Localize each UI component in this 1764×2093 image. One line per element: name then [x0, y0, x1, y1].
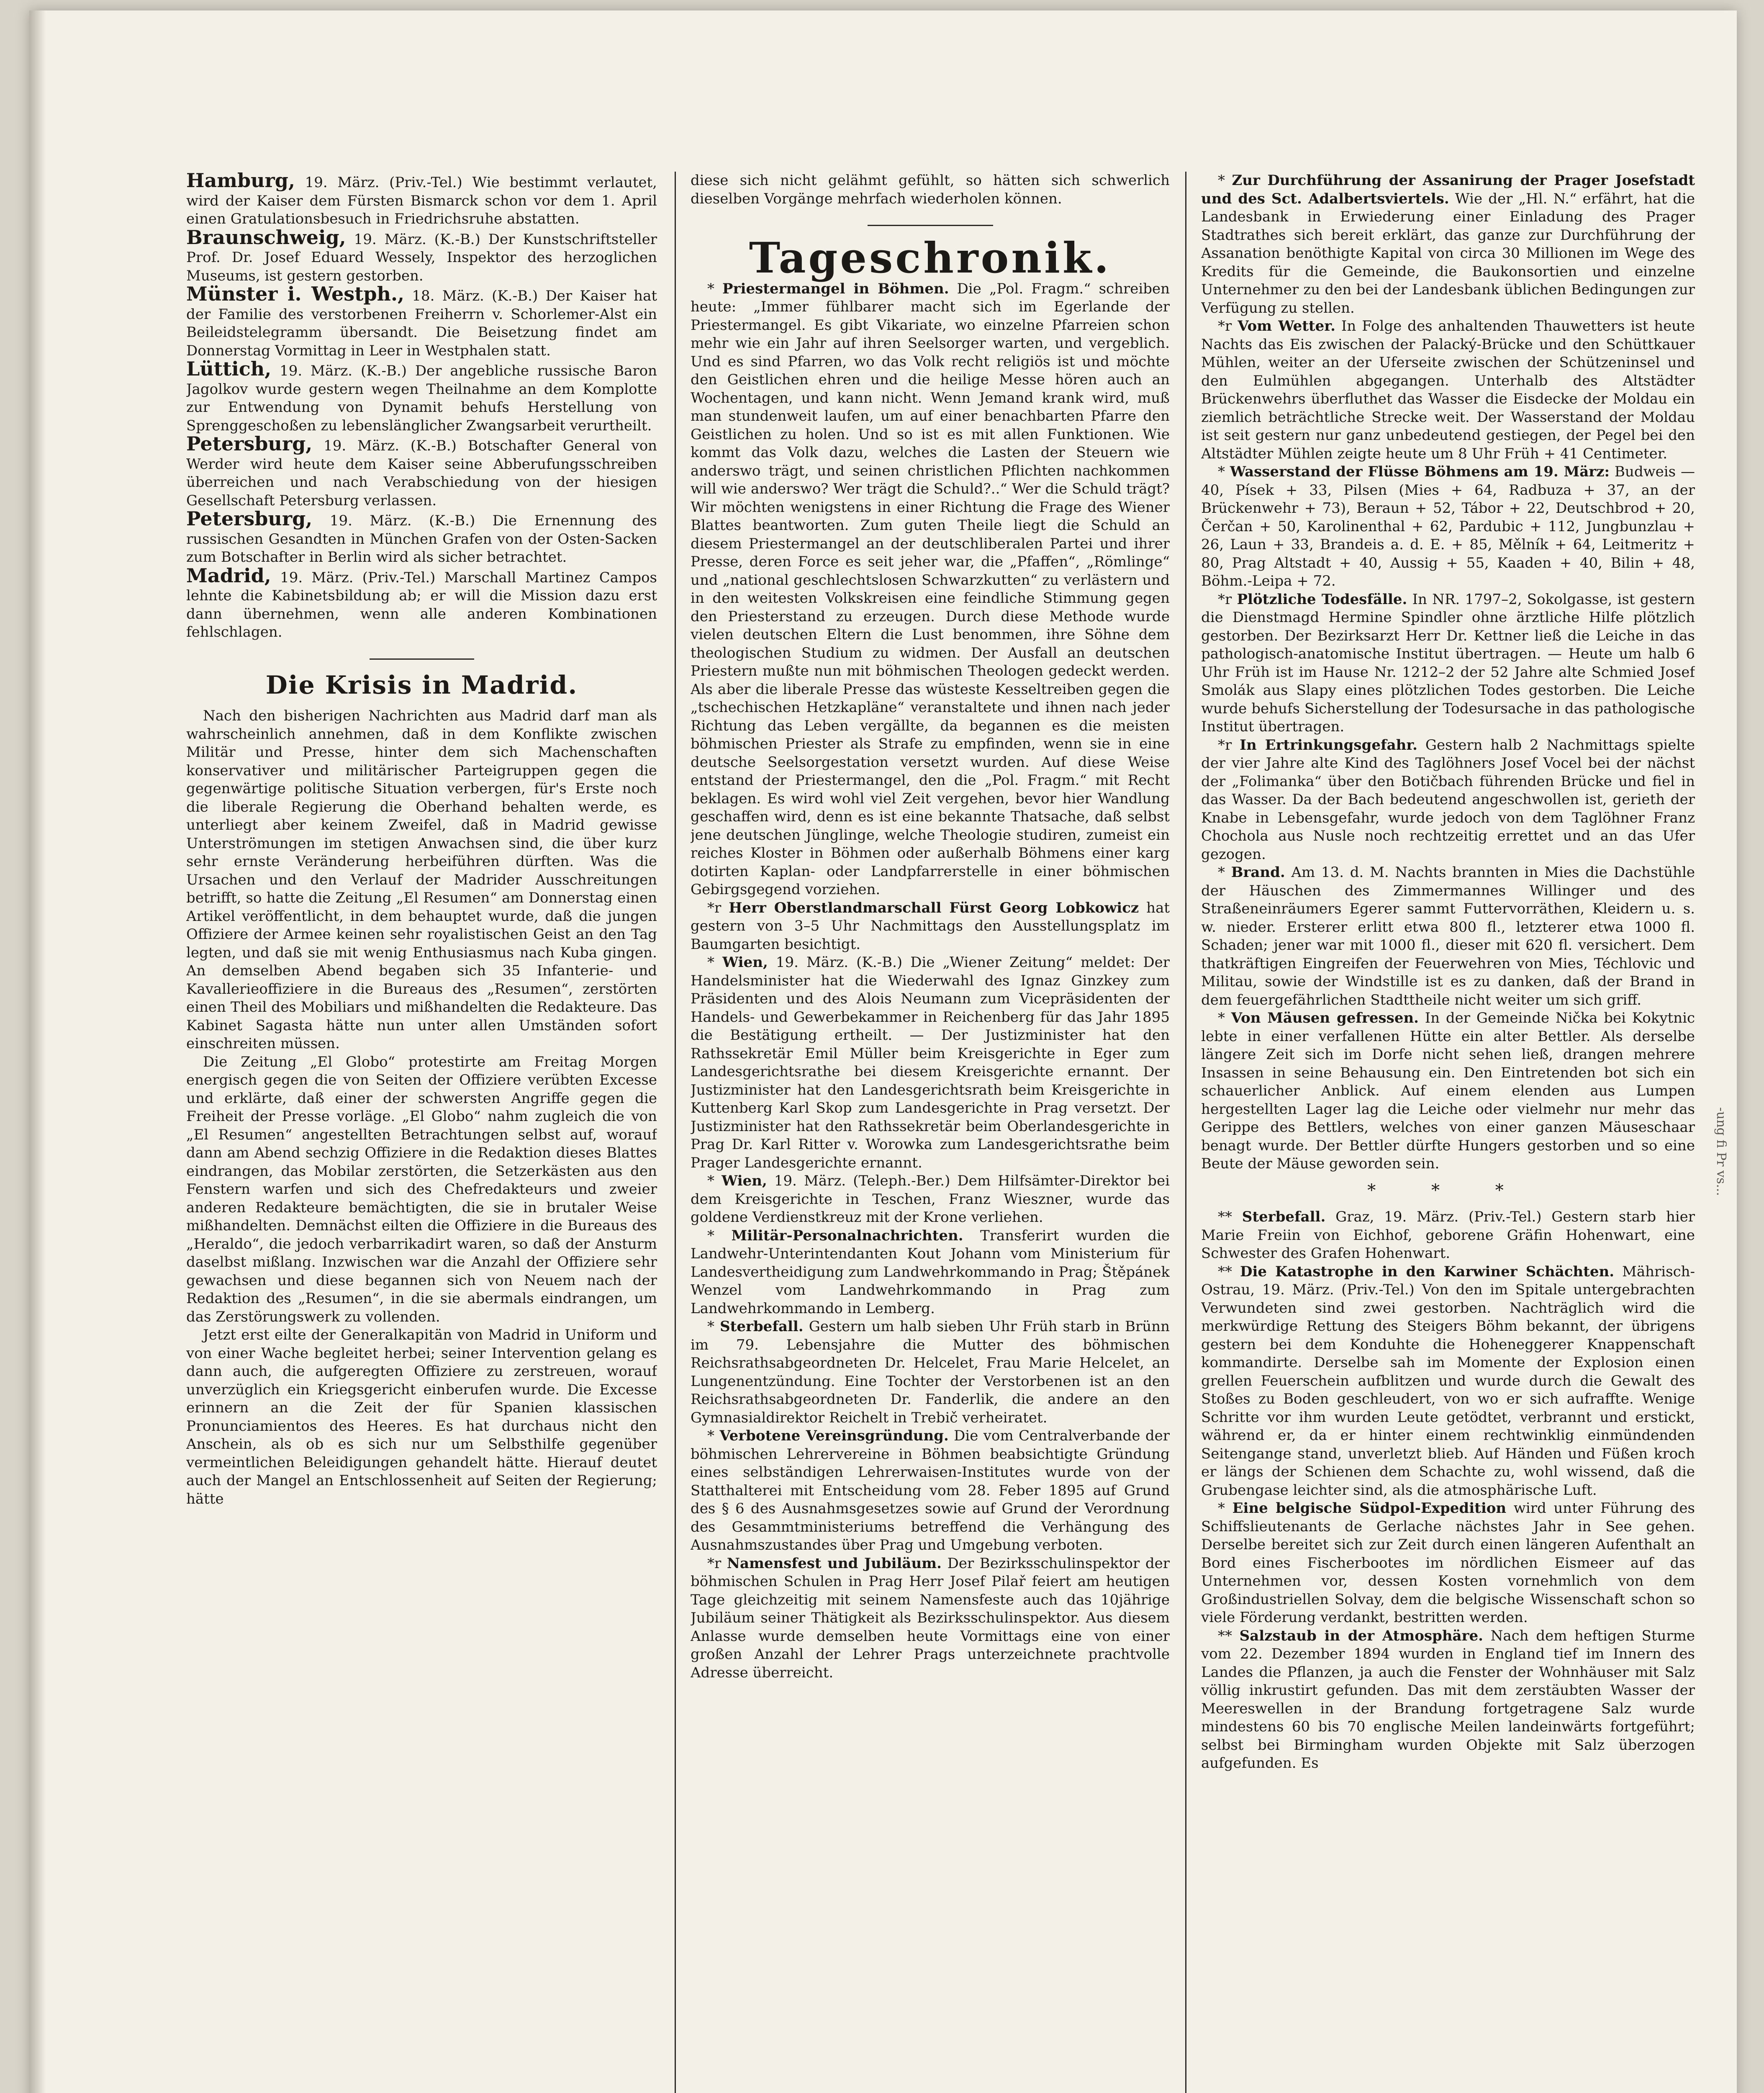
newspaper-page [29, 10, 1737, 2093]
krisis-paragraph: Nach den bisherigen Nachrichten aus Madrid darf man als wahrscheinlich annehmen, daß in dem Konflikte zwischen Militär und Presse, hinter dem sich Machenschaften konservativer und militärischer Parteigruppen gegen die gegenwärtige politische Situation verbergen, für's Erste noch die liberale Regierung die Oberhand behalten werde, es unterliegt aber keinem Zweifel, daß in Madrid gewisse Unterströmungen im stetigen Anwachsen sind, die über kurz sehr ernste Veränderung herbeiführen dürften. Was die Ursachen und den Verlauf der Madrider Ausschreitungen betrifft, so hatte die Zeitung „El Resumen“ am Donnerstag einen Artikel veröffentlicht, in dem behauptet wurde, daß die jungen Offiziere der Armee keinen sehr royalistischen Geist an den Tag legten, und daß sie mit wenig Enthusiasmus nach Kuba gingen. An demselben Abend begaben sich 35 Infanterie- und Kavallerieoffiziere in die Bureaus des „Resumen“, zerstörten einen Theil des Mobiliars und mißhandelten die Redakteure. Das Kabinet Sagasta hätte nun unter allen Umständen sofort einschreiten müssen. [186, 707, 657, 1052]
item-title: Namensfest und Jubiläum. [727, 1555, 942, 1572]
item-marker: * [707, 1427, 720, 1444]
krisis-article [186, 707, 657, 1508]
item-title: Militär-Personalnachrichten. [731, 1227, 963, 1244]
krisis-paragraph: Jetzt erst eilte der Generalkapitän von Madrid in Uniform und von einer Wache begleitet herbei; seiner Intervention gelang es dann auch, die aufgeregten Offiziere zu zerstreuen, worauf unverzüglich ein Kriegsgericht einberufen wurde. Die Excesse erinnern an die Zeit der für Spanien klassischen Pronunciamientos des Heeres. Es hat durchaus nicht den Anschein, als ob es sich nur um Selbsthilfe gegenüber vermeintlichen Beleidigungen gehandelt hätte. Hierauf deutet auch der Mangel an Entschlossenheit auf Seiten der Regierung; hätte [186, 1327, 657, 1507]
news-item [691, 1318, 1170, 1427]
item-marker: * [1218, 1500, 1232, 1517]
carryover-text: diese sich nicht gelähmt gefühlt, so hätten sich schwerlich dieselben Vorgänge mehrfach wiederholen können. [691, 172, 1170, 207]
margin-note: -ung fi Pr vs... [1714, 1107, 1728, 1196]
item-marker: ** [1218, 1263, 1240, 1280]
dispatch-text: 19. März. (K.-B.) Der angebliche russische Baron Jagolkov wurde gestern wegen Theilnahme an dem Komplotte zur Entwendung von Dynamit behufs Herstellung von Sprenggeschoßen zu lebenslänglicher Zwangsarbeit verurtheilt. [186, 363, 657, 434]
item-text: Die „Pol. Fragm.“ schreiben heute: „Immer fühlbarer macht sich im Egerlande der Priestermangel. Es gibt Vikariate, wo einzelne Pfarreien schon mehr wie ein Jahr auf ihren Seelsorger warten, und vergeblich. Und es sind Pfarren, wo das Volk recht religiös ist und möchte den Geistlichen ehren und die heilige Messe hören auch an Wochentagen, und kann nicht. Wenn Jemand krank wird, muß man stundenweit laufen, um auf einer benachbarten Pfarre den Geistlichen zu holen. Und so ist es mit allen Funktionen. Wie kommt das Volk dazu, welches die Lasten der Steuern wie anderswo trägt, und seinen christlichen Pflichten nachkommen will wie anderswo? Wer trägt die Schuld?..“ Wer die Schuld trägt? Wir möchten wenigstens in einer Richtung die Frage des Wiener Blattes beantworten. Zum guten Theile liegt die Schuld an diesem Priestermangel an der deutschliberalen Partei und ihrer Presse, deren Force es seit jeher war, die „Pfaffen“, „Römlinge“ und „national geschlechtslosen Schwarzkutten“ zu verlästern und in den weitesten Volkskreisen eine feindliche Stimmung gegen den Priesterstand zu erzeugen. Durch diese Methode wurde vielen deutschen Eltern die Lust benommen, ihre Söhne dem theologischen Studium zu widmen. Der Ausfall an deutschen Priestern mußte nun mit böhmischen Theologen gedeckt werden. Als aber die liberale Presse das wüsteste Kesseltreiben gegen die „tschechischen Hetzkapläne“ veranstaltete und ihnen nach jeder Richtung das Leben vergällte, da begannen es die meisten böhmischen Priester als Strafe zu empfinden, wenn sie in eine deutsche Seelsorgestation versetzt wurden. Auf diese Weise entstand der Priestermangel, den die „Pol. Fragm.“ mit Recht beklagen. Es wird wohl viel Zeit vergehen, bevor hier Wandlung geschaffen wird, denn es ist eine bekannte Thatsache, daß selbst jene deutschen Jünglinge, welche Theologie studiren, zumeist ein reiches Kloster in Böhmen oder außerhalb Böhmens einer karg dotirten Kaplan- oder Landpfarrerstelle in einer böhmischen Gebirgsgegend vorziehen. [691, 280, 1170, 898]
dispatch-dateline: Madrid, [186, 564, 271, 587]
news-item [1201, 1627, 1695, 1773]
news-item [1201, 864, 1695, 1009]
item-marker: * [1218, 1010, 1231, 1026]
news-item [691, 899, 1170, 954]
news-item [1201, 1208, 1695, 1263]
dispatch-text: 19. März. (K.-B.) Botschafter General von Werder wird heute dem Kaiser seine Abberufungsschreiben überreichen und nach Verabschiedung von der hiesigen Gesellschaft Petersburg verlassen. [186, 437, 657, 509]
news-item [1201, 736, 1695, 864]
news-item [1201, 591, 1695, 736]
item-title: Brand. [1231, 864, 1285, 881]
column-1 [186, 172, 657, 2093]
item-text: Gestern halb 2 Nachmittags spielte der vier Jahre alte Kind des Taglöhners Josef Vocel bei der nächst der „Folimanka“ über den Botičbach führenden Brücke und fiel in das Wasser. Da der Bach bedeutend angeschwollen ist, gerieth der Knabe in Lebensgefahr, wurde jedoch von dem Taglöhner Franz Chochola aus Nusle noch rechtzeitig errettet und an das Ufer gezogen. [1201, 736, 1695, 863]
news-item [1201, 1009, 1695, 1173]
item-text: Nach dem heftigen Sturme vom 22. Dezember 1894 wurden in England tief im Innern des Landes die Pflanzen, ja auch die Fenster der Wohnhäuser mit Salz völlig inkrustirt gefunden. Das mit dem zerstäubten Wasser der Meereswellen in der Brandung fortgetragene Salz wurde mindestens 60 bis 70 englische Meilen landeinwärts fortgeführt; selbst bei Birmingham wurden Objekte mit Salz überzogen aufgefunden. Es [1201, 1627, 1695, 1772]
dispatch [186, 507, 657, 567]
news-item [691, 1555, 1170, 1682]
news-item [691, 1427, 1170, 1555]
dispatch-text: 19. März. (K.-B.) Der Kunstschriftsteller Prof. Dr. Josef Eduard Wessely, Inspektor des herzoglichen Museums, ist gestern gestorben. [186, 231, 657, 284]
item-title: Die Katastrophe in den Karwiner Schächten. [1240, 1263, 1615, 1280]
item-marker: * [707, 1172, 722, 1189]
news-item [691, 280, 1170, 899]
item-title: Wien, [722, 1172, 767, 1189]
tageschronik-heading: Tageschronik. [749, 233, 1112, 283]
dispatch-dateline: Münster i. Westph., [186, 283, 404, 305]
section-divider [370, 658, 474, 660]
krisis-paragraph: Die Zeitung „El Globo“ protestirte am Freitag Morgen energisch gegen die von Seiten der Offiziere verübten Excesse und erklärte, daß einer der schwersten Angriffe gegen die Freiheit der Presse vorläge. „El Globo“ nahm zugleich die von „El Resumen“ angestellten Betrachtungen selbst auf, worauf dann am Abend sechzig Offiziere in die Redaktion dieses Blattes eindrangen, das Mobilar zerstörten, die Setzerkästen aus den Fenstern warfen und sich des Chefredakteurs und zweier anderen Redakteure bemächtigten, die sie in brutaler Weise mißhandelten. Demnächst eilten die Offiziere in die Bureaus des „Heraldo“, die jedoch verbarrikadirt waren, so daß der Ansturm daselbst mißlang. Inzwischen war die Anzahl der Offiziere sehr gewachsen und diese begannen sich von Neuem nach der Redaktion des „Resumen“, in die sie abermals eindrangen, um das Zerstörungswerk zu vollenden. [186, 1053, 657, 1325]
item-marker: *r [707, 1555, 727, 1572]
item-marker: * [707, 280, 723, 297]
item-marker: ** [1218, 1627, 1240, 1644]
item-marker: * [707, 1227, 732, 1244]
dispatch [186, 564, 657, 642]
dispatch-dateline: Hamburg, [186, 172, 295, 192]
item-text: Gestern um halb sieben Uhr Früh starb in Brünn im 79. Lebensjahre die Mutter des böhmischen Reichsrathsabgeordneten Dr. Helcelet, Frau Marie Helcelet, an Lungenentzündung. Eine Tochter der Verstorbenen ist an den Reichsrathsabgeordneten Dr. Fanderlik, die andere an den Gymnasialdirektor Reichelt in Trebič verheiratet. [691, 1318, 1170, 1426]
krisis-heading: Die Krisis in Madrid. [265, 670, 578, 700]
item-marker: *r [707, 899, 729, 916]
dispatch-text: 19. März. (Priv.-Tel.) Marschall Martinez Campos lehnte die Kabinetsbildung ab; er will die Mission dazu erst dann übernehmen, wenn alle anderen Kombinationen fehlschlagen. [186, 569, 657, 640]
item-text: In NR. 1797–2, Sokolgasse, ist gestern die Dienstmagd Hermine Spindler ohne ärztliche Hilfe plötzlich gestorben. Der Bezirksarzt Herr Dr. Kettner ließ die Leiche in das pathologisch-anatomische Institut übertragen. — Heute um halb 6 Uhr Früh ist im Hause Nr. 1212–2 der 52 Jahre alte Schmied Josef Smolák aus Slapy eines plötzlichen Todes gestorben. Die Leiche wurde behufs Sicherstellung der Todesursache in das pathologische Institut übertragen. [1201, 591, 1695, 735]
item-marker: *r [1218, 318, 1238, 334]
news-item [1201, 1263, 1695, 1500]
item-marker: *r [1218, 591, 1237, 608]
item-text: wird unter Führung des Schiffslieutenants de Gerlache nächstes Jahr in See gehen. Derselbe bereitet sich zur Zeit durch einen längeren Aufenthalt an Bord eines Fischerbootes im nördlichen Eismeer auf das Unternehmen vor, dessen Kosten vornehmlich von dem Großindustriellen Solvay, dem die belgische Wissenschaft schon so viele Förderung verdankt, bestritten werden. [1201, 1500, 1695, 1626]
item-title: Sterbefall. [720, 1318, 804, 1335]
dispatch [186, 285, 657, 360]
news-item [1201, 172, 1695, 317]
item-text: In Folge des anhaltenden Thauwetters ist heute Nachts das Eis zwischen der Palacký-Brücke und den Schüttkauer Mühlen, weiter an der Uferseite zwischen der Schützeninsel und den Eulmühlen abgegangen. Unterhalb des Altstädter Brückenwehrs überfluthet das Wasser die Eisdecke der Moldau ein ziemlich beträchtliche Strecke weit. Der Wasserstand der Moldau ist seit gestern nur ganz unbedeutend gestiegen, der Pegel bei den Altstädter Mühlen zeigte heute um 8 Uhr Früh + 41 Centimeter. [1201, 318, 1695, 462]
news-item [691, 954, 1170, 1172]
dispatch-text: 18. März. (K.-B.) Der Kaiser hat der Familie des verstorbenen Freiherrn v. Schorlemer-Alst ein Beileidstelegramm übersandt. Die Beisetzung findet am Donnerstag Vormittag in Leer in Westphalen statt. [186, 288, 657, 359]
item-marker: * [1218, 864, 1231, 881]
item-text: Mährisch-Ostrau, 19. März. (Priv.-Tel.) Von den im Spitale untergebrachten Verwundeten sind zwei gestorben. Nachträglich wird die merkwürdige Rettung des Steigers Böhm bekannt, der übrigens gestern bei dem Konduhte die Hoheneggerer Knappenschaft kommandirte. Derselbe sah im Momente der Explosion einen grellen Feuerschein aufblitzen und wurde durch die Gewalt des Stoßes zu Boden geschleudert, von wo er sich aufraffte. Wenige Schritte vor ihm wurden Leute getödtet, verbrannt und erstickt, während er, da er hinter einem rechtwinklig einmündenden Seitengange stand, unverletzt blieb. Auf Händen und Füßen kroch er längs der Schienen dem Schachte zu, wohl wissend, daß die Grubengase leichter sind, als die atmosphärische Luft. [1201, 1263, 1695, 1499]
chronicle-items-continued [1201, 172, 1695, 1773]
item-text: Budweis — 40, Písek + 33, Pilsen (Mies + 64, Radbuza + 37, an der Brückenwehr + 73), Beraun + 52, Tábor + 22, Deutschbrod + 20, Čerčan + 50, Karolinenthal + 62, Pardubic + 112, Jungbunzlau + 26, Laun + 33, Brandeis a. d. E. + 85, Mělník + 64, Leitmeritz + 80, Prag Altstadt + 40, Aussig + 55, Kaaden + 40, Bilin + 48, Böhm.-Leipa + 72. [1201, 463, 1695, 589]
item-text: Am 13. d. M. Nachts brannten in Mies die Dachstühle der Häuschen des Zimmermannes Willinger und des Straßeneinräumers Egerer sammt Futtervorräthen, Kleidern u. s. w. nieder. Ersterer erlitt etwa 800 fl., letzterer etwa 1000 fl. Schaden; jener war mit 1000 fl., dieser mit 620 fl. versichert. Dem thatkräftigen Eingreifen der Feuerwehren von Mies, Téchlovic und Militau, sowie der Windstille ist es zu danken, daß der Brand in dem feuergefährlichen Stadttheile nicht weiter um sich griff. [1201, 864, 1695, 1008]
column-3 [1201, 172, 1695, 2093]
item-text: Der Bezirksschulinspektor der böhmischen Schulen in Prag Herr Josef Pilař feiert am heutigen Tage gleichzeitig mit seinem Namensfeste auch das 10jährige Jubiläum seiner Thätigkeit als Bezirksschulinspektor. Aus diesem Anlasse wurde demselben heute Vormittags eine von einer großen Anzahl der Lehrer Prags unterzeichnete prachtvolle Adresse überreicht. [691, 1555, 1170, 1681]
item-marker: * [1218, 172, 1232, 189]
item-title: Wien, [722, 954, 768, 971]
section-stars: * * * [1367, 1180, 1529, 1200]
item-marker: * [707, 954, 723, 971]
item-marker: ** [1218, 1208, 1242, 1225]
item-title: Plötzliche Todesfälle. [1237, 591, 1407, 608]
section-divider [868, 225, 993, 226]
column-rule-right [1185, 172, 1186, 2093]
item-text: Graz, 19. März. (Priv.-Tel.) Gestern starb hier Marie Freiin von Eichhof, geborene Gräfin Hohenwart, eine Schwester des Grafen Hohenwart. [1201, 1208, 1695, 1262]
item-title: Sterbefall. [1242, 1208, 1326, 1225]
dispatch [186, 357, 657, 435]
item-title: Herr Oberstlandmarschall Fürst Georg Lobkowicz [729, 899, 1139, 916]
news-item [691, 1172, 1170, 1227]
news-item [1201, 463, 1695, 591]
item-marker: * [1218, 463, 1230, 480]
dispatch-text: 19. März. (K.-B.) Die Ernennung des russischen Gesandten in München Grafen von der Osten-Sacken zum Botschafter in Berlin wird als sicher betrachtet. [186, 512, 657, 566]
column-rule-left [675, 172, 676, 2093]
dispatch [186, 172, 657, 229]
dispatch-dateline: Lüttich, [186, 357, 272, 380]
item-title: Priestermangel in Böhmen. [722, 280, 949, 297]
item-title: Eine belgische Südpol-Expedition [1232, 1500, 1507, 1517]
item-text: 19. März. (K.-B.) Die „Wiener Zeitung“ meldet: Der Handelsminister hat die Wiederwahl des Ignaz Ginzkey zum Präsidenten und des Alois Neumann zum Vicepräsidenten der Handels- und Gewerbekammer in Reichenberg für das Jahr 1895 die Bestätigung ertheilt. — Der Justizminister hat den Rathssekretär Emil Müller beim Kreisgerichte in Eger zum Landesgerichtsrathe bei diesem Kreisgerichte ernannt. Der Justizminister hat den Landesgerichtsrath beim Kreisgerichte in Kuttenberg Karl Skop zum Landesgerichte in Prag versetzt. Der Justizminister hat den Rathssekretär beim Oberlandesgerichte in Prag Dr. Karl Ritter v. Worowka zum Landesgerichtsrathe beim Prager Landesgerichte ernannt. [691, 954, 1170, 1171]
dispatch [186, 226, 657, 285]
item-text: Wie der „Hl. N.“ erfährt, hat die Landesbank in Erwiederung einer Einladung des Prager Stadtrathes sich bereit erklärt, das ganze zur Durchführung der Assanation benöthigte Kapital von circa 30 Millionen im Wege des Kredits für die Gemeinde, die Baukonsortien und einzelne Unternehmer zu den bei der Landesbank üblichen Bedingungen zur Verfügung zu stellen. [1201, 190, 1695, 316]
item-marker: *r [1218, 736, 1240, 753]
scan-edge-shadow [29, 10, 46, 2093]
item-title: Von Mäusen gefressen. [1231, 1010, 1419, 1026]
item-text: In der Gemeinde Nička bei Kokytnic lebte in einer verfallenen Hütte ein alter Bettler. Als derselbe längere Zeit sich im Dorfe nicht sehen ließ, drangen mehrere Insassen in seine Behausung ein. Den Eintretenden bot sich ein schauerlicher Anblick. Auf einem elenden aus Lumpen hergestellten Lager lag die Leiche oder vielmehr nur mehr das Gerippe des Bettlers, welches von einer ganzen Mäuseschaar benagt wurde. Der Bettler dürfte Hungers gestorben und so eine Beute der Mäuse geworden sein. [1201, 1010, 1695, 1172]
column-2 [691, 172, 1170, 2093]
dispatch-list [186, 172, 657, 642]
item-title: Wasserstand der Flüsse Böhmens am 19. März: [1230, 463, 1610, 480]
item-title: Verbotene Vereinsgründung. [719, 1427, 949, 1444]
dispatch-dateline: Braunschweig, [186, 226, 346, 249]
dispatch [186, 432, 657, 510]
item-marker: * [707, 1318, 720, 1335]
dispatch-dateline: Petersburg, [186, 507, 313, 530]
news-item [691, 1227, 1170, 1318]
item-text: Transferirt wurden die Landwehr-Unterintendanten Kout Johann vom Ministerium für Landesvertheidigung zum Landwehrkommando in Prag; Štěpánek Wenzel vom Landwehrkommando in Prag zum Landwehrkommando in Lemberg. [691, 1227, 1170, 1317]
dispatch-dateline: Petersburg, [186, 432, 313, 455]
item-text: Die vom Centralverbande der böhmischen Lehrervereine in Böhmen beabsichtigte Gründung eines selbständigen Lehrerwaisen-Institutes wurde von der Statthalterei mit Entscheidung vom 28. Feber 1895 auf Grund des § 6 des Ausnahmsgesetzes sowie auf Grund der Verordnung des Gesammtministeriums betreffend die Verhängung des Ausnahmszustandes über Prag und Umgebung verboten. [691, 1427, 1170, 1553]
item-title: In Ertrinkungsgefahr. [1240, 736, 1417, 753]
dispatch-text: 19. März. (Priv.-Tel.) Wie bestimmt verlautet, wird der Kaiser dem Fürsten Bismarck schon vor dem 1. April einen Gratulationsbesuch in Friedrichsruhe abstatten. [186, 174, 657, 227]
item-title: Salzstaub in der Atmosphäre. [1239, 1627, 1483, 1644]
item-text: 19. März. (Teleph.-Ber.) Dem Hilfsämter-Direktor bei dem Kreisgerichte in Teschen, Franz Wieszner, wurde das goldene Verdienstkreuz mit der Krone verliehen. [691, 1172, 1170, 1226]
item-title: Zur Durchführung der Assanirung der Prager Josefstadt und des Sct. Adalbertsviertels. [1201, 172, 1695, 207]
item-text: hat gestern von 3–5 Uhr Nachmittags den Ausstellungsplatz im Baumgarten besichtigt. [691, 899, 1170, 953]
news-item [1201, 317, 1695, 463]
chronicle-items [691, 280, 1170, 1682]
news-item [1201, 1499, 1695, 1627]
item-title: Vom Wetter. [1238, 318, 1335, 334]
